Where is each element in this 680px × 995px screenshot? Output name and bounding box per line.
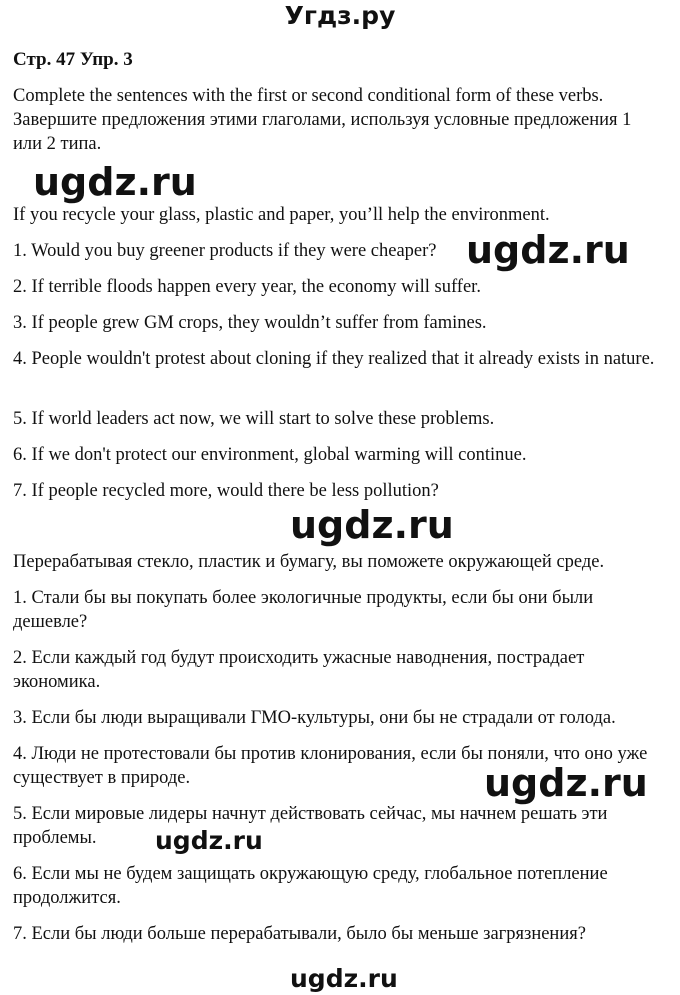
exercise-heading: Стр. 47 Упр. 3 bbox=[13, 49, 133, 70]
russian-line: 2. Если каждый год будут происходить ужасные наводнения, пострадает экономика. bbox=[13, 648, 585, 692]
english-line: 3. If people grew GM crops, they wouldn’t suffer from famines. bbox=[13, 313, 487, 333]
english-line: 5. If world leaders act now, we will start to solve these problems. bbox=[13, 409, 495, 429]
russian-line: Перерабатывая стекло, пластик и бумагу, вы поможете окружающей среде. bbox=[13, 552, 605, 572]
english-line: 2. If terrible floods happen every year, the economy will suffer. bbox=[13, 277, 481, 297]
instruction-english: Complete the sentences with the first or second conditional form of these verbs. bbox=[13, 86, 604, 106]
english-line: 6. If we don't protect our environment, global warming will continue. bbox=[13, 445, 527, 465]
english-line: If you recycle your glass, plastic and paper, you’ll help the environment. bbox=[13, 205, 550, 225]
watermark: ugdz.ru bbox=[33, 160, 197, 204]
instruction-russian: Завершите предложения этими глаголами, используя условные предложения 1 или 2 типа. bbox=[13, 110, 632, 154]
russian-line: 4. Люди не протестовали бы против клонирования, если бы поняли, что оно уже существует в природе. bbox=[13, 744, 648, 788]
russian-line: 5. Если мировые лидеры начнут действовать сейчас, мы начнем решать эти проблемы. bbox=[13, 804, 608, 848]
watermark: ugdz.ru bbox=[290, 964, 398, 993]
english-line: 7. If people recycled more, would there be less pollution? bbox=[13, 481, 439, 501]
watermark: ugdz.ru bbox=[466, 228, 630, 272]
russian-line: 3. Если бы люди выращивали ГМО-культуры, они бы не страдали от голода. bbox=[13, 708, 616, 728]
watermark: ugdz.ru bbox=[155, 826, 263, 855]
russian-line: 6. Если мы не будем защищать окружающую среду, глобальное потепление продолжится. bbox=[13, 864, 608, 908]
english-line: 1. Would you buy greener products if they were cheaper? bbox=[13, 241, 437, 261]
site-title: Угдз.ру bbox=[284, 1, 396, 30]
russian-line: 7. Если бы люди больше перерабатывали, было бы меньше загрязнения? bbox=[13, 924, 586, 944]
watermark: ugdz.ru bbox=[484, 761, 648, 805]
watermark: ugdz.ru bbox=[290, 503, 454, 547]
russian-line: 1. Стали бы вы покупать более экологичные продукты, если бы они были дешевле? bbox=[13, 588, 594, 632]
english-line: 4. People wouldn't protest about cloning if they realized that it already exists in nature. bbox=[13, 349, 655, 369]
